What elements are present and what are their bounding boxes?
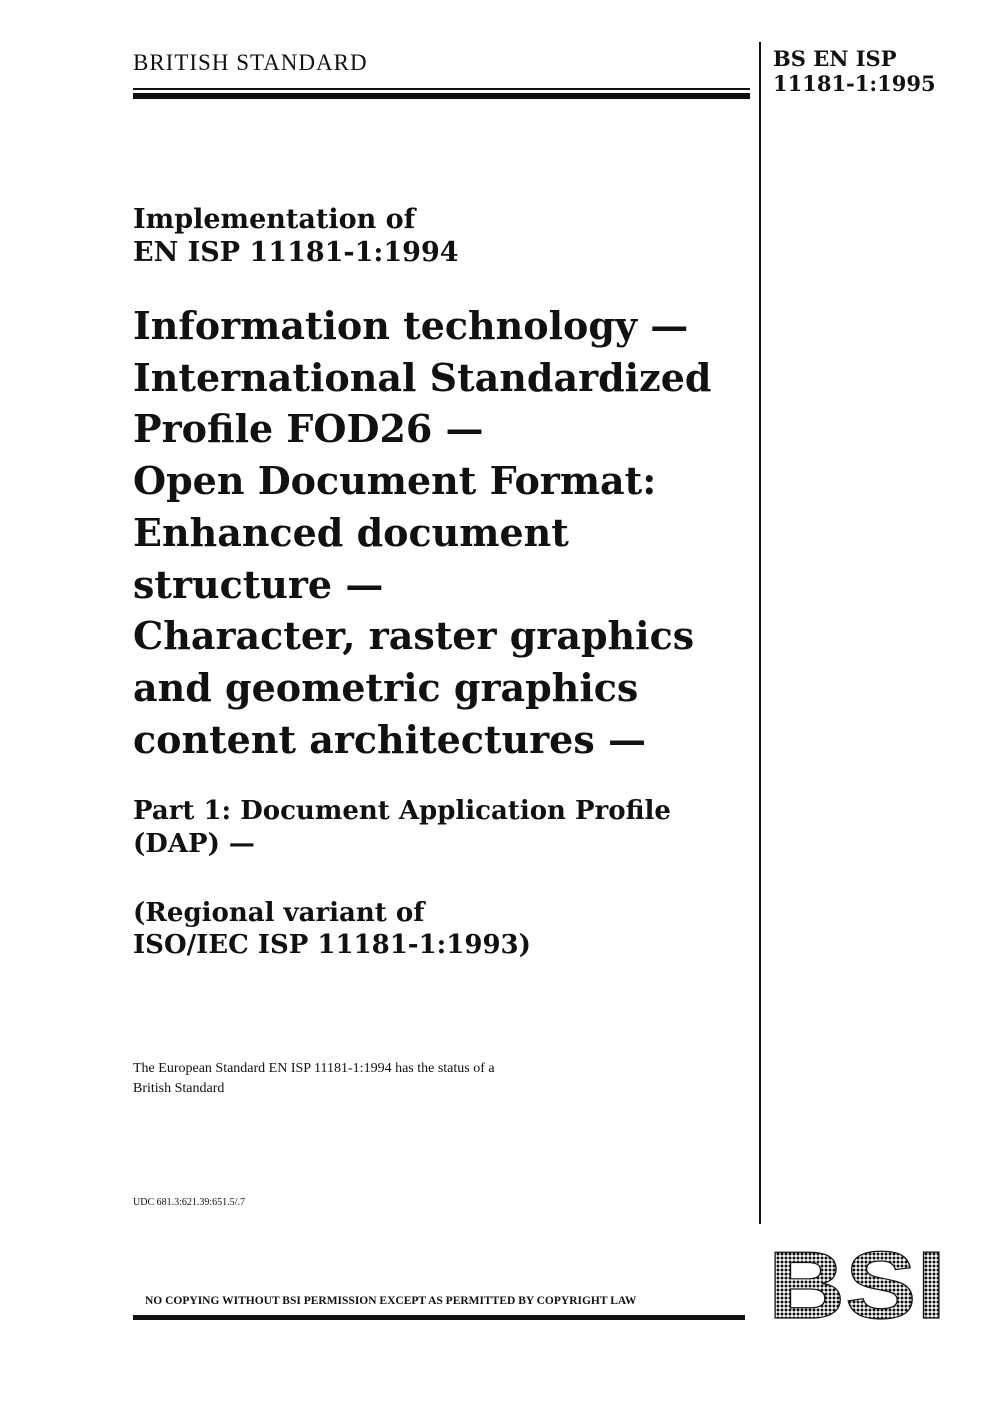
part-title-line: (DAP) — — [133, 829, 255, 859]
status-line: British Standard — [133, 1081, 225, 1096]
status-statement — [133, 1059, 495, 1099]
regional-variant-note — [133, 897, 531, 961]
implementation-note — [133, 203, 459, 269]
title-line: structure — — [133, 561, 384, 607]
part-title-line: Part 1: Document Application Profile — [133, 796, 671, 826]
implementation-line: Implementation of — [133, 204, 416, 235]
footer-rule — [133, 1315, 745, 1320]
document-series-label: BRITISH STANDARD — [133, 50, 368, 75]
header-rule-thin — [133, 88, 750, 90]
title-line: Character, raster graphics — [133, 613, 695, 659]
title-line: content architectures — — [133, 716, 646, 762]
status-line: The European Standard EN ISP 11181-1:1994 has the status of a — [133, 1061, 495, 1076]
part-title — [133, 795, 671, 861]
standard-number-line: 11181-1:1995 — [773, 71, 936, 96]
title-line: Open Document Format: — [133, 458, 657, 504]
title-line: Enhanced document — [133, 509, 569, 555]
standard-number-line: BS EN ISP — [773, 46, 897, 71]
bsi-logo-icon — [768, 1240, 948, 1322]
title-line: International Standardized — [133, 354, 712, 400]
title-line: and geometric graphics — [133, 664, 639, 710]
title-line: Profile FOD26 — — [133, 406, 484, 452]
regional-line: ISO/IEC ISP 11181-1:1993) — [133, 930, 531, 960]
copyright-notice: NO COPYING WITHOUT BSI PERMISSION EXCEPT AS PERMITTED BY COPYRIGHT LAW — [145, 1295, 637, 1307]
implementation-line: EN ISP 11181-1:1994 — [133, 237, 459, 268]
udc-classification: UDC 681.3:621.39:651.5/.7 — [133, 1197, 245, 1208]
bsi-logo-text: BSI — [768, 1240, 946, 1322]
vertical-divider — [759, 42, 761, 1224]
title-line: Information technology — — [133, 303, 689, 348]
regional-line: (Regional variant of — [133, 898, 425, 928]
standard-number — [773, 46, 936, 96]
header-rule-thick — [133, 93, 750, 99]
document-title — [133, 300, 711, 765]
